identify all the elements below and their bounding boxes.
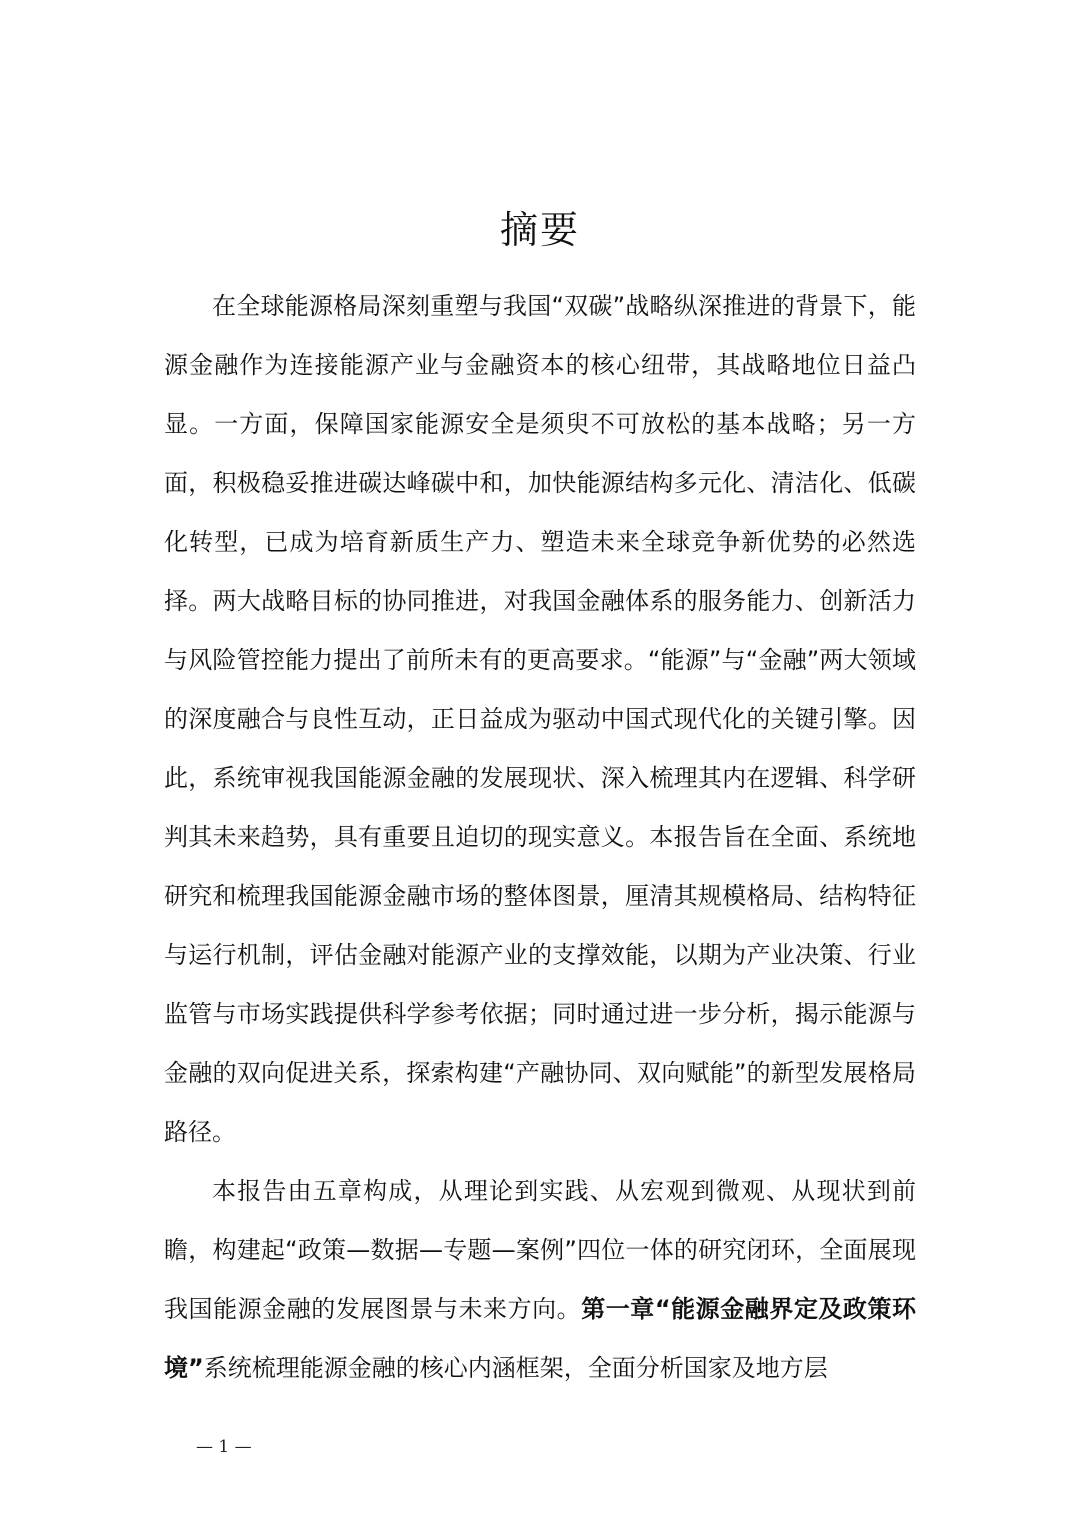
page-number: — 1 —	[196, 1437, 252, 1457]
body-paragraph-1: 在全球能源格局深刻重塑与我国“双碳”战略纵深推进的背景下，能源金融作为连接能源产业与金融资本的核心纽带，其战略地位日益凸显。一方面，保障国家能源安全是须臾不可放松的基本战略；另一方面，积极稳妥推进碳达峰碳中和，加快能源结构多元化、清洁化、低碳化转型，已成为培育新质生产力、塑造未来全球竞争新优势的必然选择。两大战略目标的协同推进，对我国金融体系的服务能力、创新活力与风险管控能力提出了前所未有的更高要求。“能源”与“金融”两大领域的深度融合与良性互动，正日益成为驱动中国式现代化的关键引擎。因此，系统审视我国能源金融的发展现状、深入梳理其内在逻辑、科学研判其未来趋势，具有重要且迫切的现实意义。本报告旨在全面、系统地研究和梳理我国能源金融市场的整体图景，厘清其规模格局、结构特征与运行机制，评估金融对能源产业的支撑效能，以期为产业决策、行业监管与市场实践提供科学参考依据；同时通过进一步分析，揭示能源与金融的双向促进关系，探索构建“产融协同、双向赋能”的新型发展格局路径。	[164, 292, 916, 1146]
paragraph-2-text-after-bold: 系统梳理能源金融的核心内涵框架，全面分析国家及地方层	[203, 1354, 828, 1382]
paragraph-2-text-before-bold: 本报告由五章构成，从理论到实践、从宏观到微观、从现状到前瞻，构建起“政策—数据—专题—案例”四位一体的研究闭环，全面展现我国能源金融的发展图景与未来方向。	[164, 1177, 916, 1323]
page-title: 摘要	[499, 208, 580, 253]
document-body	[164, 277, 916, 1398]
chapter-1-title: 第一章“能源金融界定及政策环境”	[164, 1295, 917, 1382]
body-paragraph-2	[164, 1162, 916, 1398]
